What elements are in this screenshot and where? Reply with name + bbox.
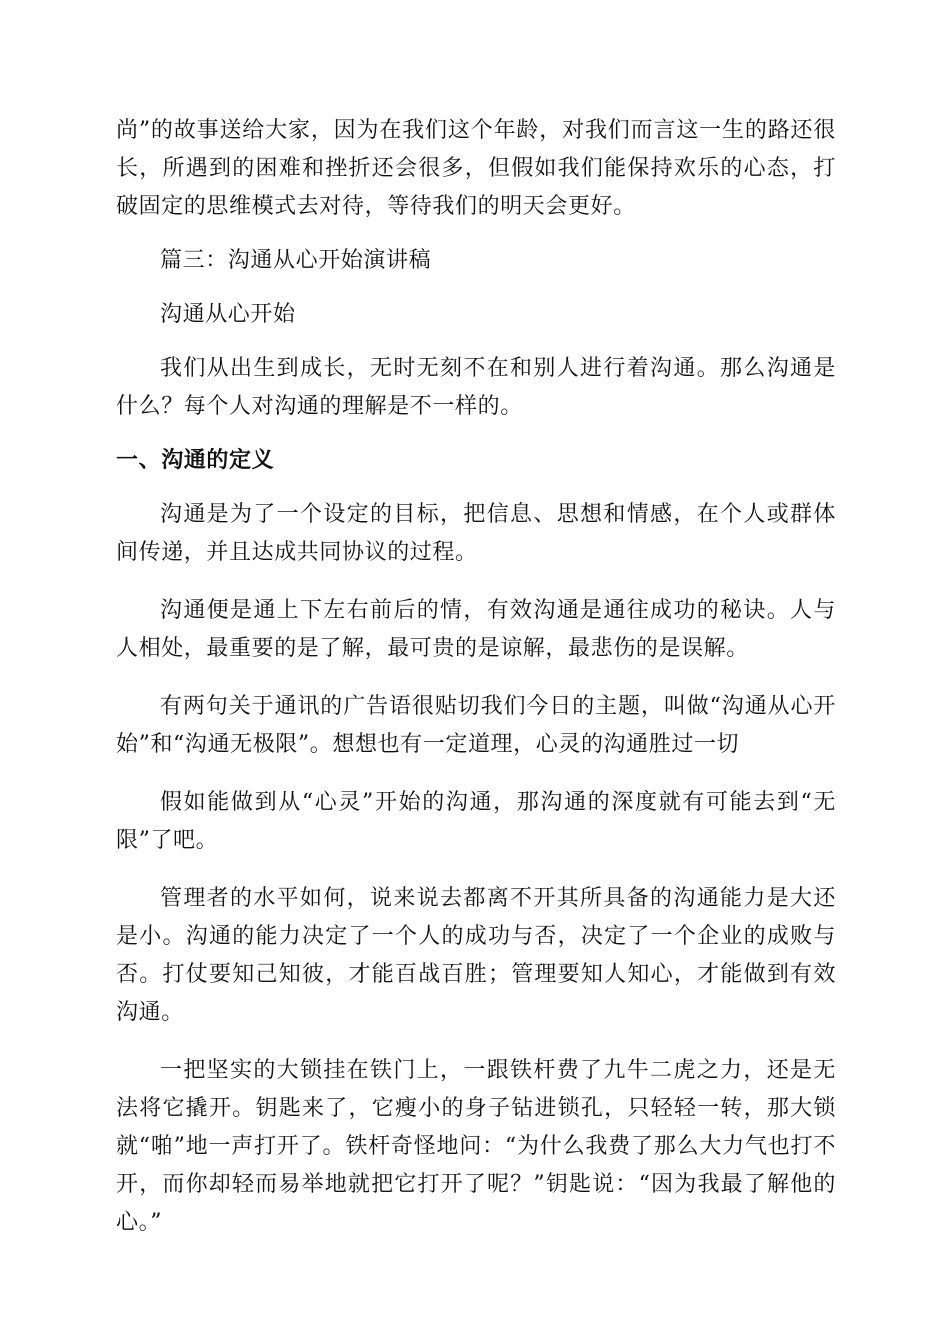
heading-definition: 一、沟通的定义: [116, 448, 275, 473]
paragraph-heart: 假如能做到从“心灵”开始的沟通，那沟通的深度就有可能去到“无限”了吧。: [116, 790, 836, 853]
paragraph-effective-communication: 沟通便是通上下左右前后的情，有效沟通是通往成功的秘诀。人与人相处，最重要的是了解，最可贵的是谅解，最悲伤的是误解。: [116, 598, 836, 661]
paragraph-management: 管理者的水平如何，说来说去都离不开其所具备的沟通能力是大还是小。沟通的能力决定了一个人的成功与否，决定了一个企业的成败与否。打仗要知己知彼，才能百战百胜；管理要知人知心，才能做到有效沟通。: [116, 886, 836, 1025]
speech-title: 沟通从心开始: [160, 302, 296, 327]
paragraph-slogans: 有两句关于通讯的广告语很贴切我们今日的主题，叫做“沟通从心开始”和“沟通无极限”。想想也有一定道理，心灵的沟通胜过一切: [116, 694, 836, 757]
section-title: 篇三：沟通从心开始演讲稿: [160, 248, 432, 273]
paragraph-continued: 尚”的故事送给大家，因为在我们这个年龄，对我们而言这一生的路还很长，所遇到的困难和挫折还会很多，但假如我们能保持欢乐的心态，打破固定的思维模式去对待，等待我们的明天会更好。: [116, 118, 836, 219]
paragraph-lock-key-story: 一把坚实的大锁挂在铁门上，一跟铁杆费了九牛二虎之力，还是无法将它撬开。钥匙来了，它瘦小的身子钻进锁孔，只轻轻一转，那大锁就“啪”地一声打开了。铁杆奇怪地问：“为什么我费了那么大力气也打不开，而你却轻而易举地就把它打开了呢？”钥匙说：“因为我最了解他的心。”: [116, 1058, 836, 1235]
paragraph-definition: 沟通是为了一个设定的目标，把信息、思想和情感，在个人或群体间传递，并且达成共同协议的过程。: [116, 502, 836, 565]
paragraph-intro: 我们从出生到成长，无时无刻不在和别人进行着沟通。那么沟通是什么？每个人对沟通的理解是不一样的。: [116, 356, 836, 419]
document-page: [116, 112, 836, 1242]
